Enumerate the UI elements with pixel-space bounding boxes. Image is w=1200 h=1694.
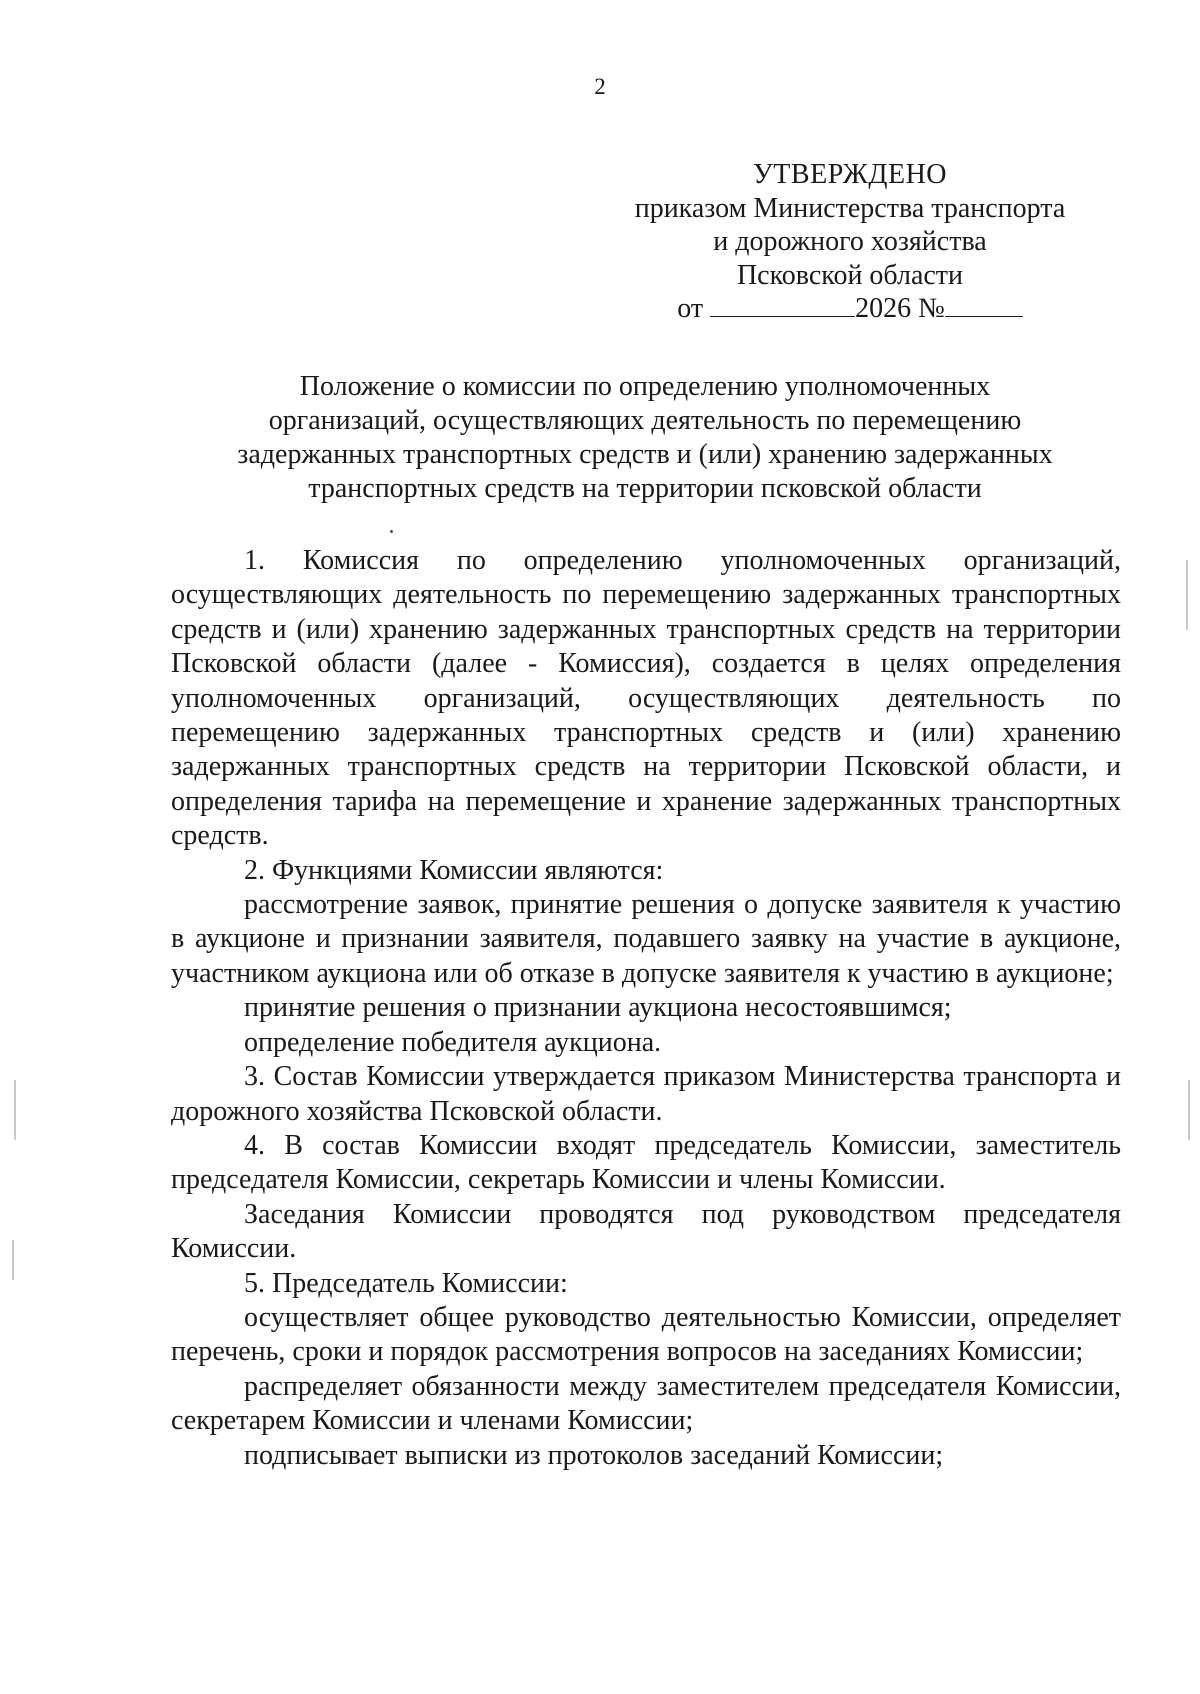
paragraph-5-item: осуществляет общее руководство деятельностью Комиссии, определяет перечень, сроки и порядок рассмотрения вопросов на заседаниях Комиссии;: [171, 1301, 1121, 1368]
page-number: 2: [594, 74, 606, 99]
paragraph-4: 4. В состав Комиссии входят председатель Комиссии, заместитель председателя Комиссии, секретарь Комиссии и члены Комиссии.: [171, 1129, 1121, 1196]
paragraph-5-item: распределяет обязанности между заместителем председателя Комиссии, секретарем Комиссии и членами Комиссии;: [171, 1370, 1121, 1437]
approval-line: приказом Министерства транспорта: [634, 192, 1066, 224]
scan-artifact: [12, 1240, 14, 1280]
approval-line: и дорожного хозяйства: [713, 226, 987, 257]
paragraph-2-item: определение победителя аукциона.: [244, 1026, 662, 1058]
document-title: [170, 370, 1120, 506]
scan-artifact: [1186, 560, 1188, 630]
paragraph-2-item: рассмотрение заявок, принятие решения о допуске заявителя к участию в аукционе и признании заявителя, подавшего заявку на участие в аукционе, участником аукциона или об отказе в допуске заявителя к участию в аукционе;: [171, 889, 1121, 989]
approval-title: УТВЕРЖДЕНО: [752, 159, 948, 190]
document-body: [171, 544, 1121, 1473]
paragraph-5-item: подписывает выписки из протоколов заседаний Комиссии;: [244, 1439, 944, 1471]
paragraph-5-heading: 5. Председатель Комиссии:: [244, 1267, 568, 1299]
paragraph-3: 3. Состав Комиссии утверждается приказом Министерства транспорта и дорожного хозяйства Псковской области.: [171, 1061, 1121, 1127]
paragraph-4-note: Заседания Комиссии проводятся под руководством председателя Комиссии.: [171, 1198, 1121, 1265]
approval-line: Псковской области: [736, 259, 964, 291]
title-line: задержанных транспортных средств и (или) хранению задержанных: [237, 439, 1053, 470]
title-line: Положение о комиссии по определению уполномоченных: [299, 371, 991, 402]
scan-artifact: [1188, 1080, 1190, 1140]
title-line: транспортных средств на территории псковской области: [308, 473, 982, 504]
approval-block: [600, 158, 1100, 326]
scan-artifact: [14, 1080, 16, 1140]
date-prefix: от: [677, 293, 704, 324]
number-blank: [945, 292, 1023, 317]
date-year-number: 2026 №: [855, 293, 945, 324]
scan-speck: [390, 530, 393, 533]
approval-date-line: [600, 292, 1100, 326]
title-line: организаций, осуществляющих деятельность по перемещению: [268, 405, 1022, 436]
paragraph-2-heading: 2. Функциями Комиссии являются:: [244, 854, 664, 886]
date-blank: [710, 292, 855, 317]
paragraph-2-item: принятие решения о признании аукциона несостоявшимся;: [244, 992, 952, 1024]
paragraph-1: 1. Комиссия по определению уполномоченных организаций, осуществляющих деятельность по перемещению задержанных транспортных средств и (или) хранению задержанных транспортных средств на территории Псковской области (далее - Комиссия), создается в целях определения уполномоченных организаций, осуществляющих деятельность по перемещению задержанных транспортных средств и (или) хранению задержанных транспортных средств на территории Псковской области, и определения тарифа на перемещение и хранение задержанных транспортных средств.: [171, 545, 1121, 852]
